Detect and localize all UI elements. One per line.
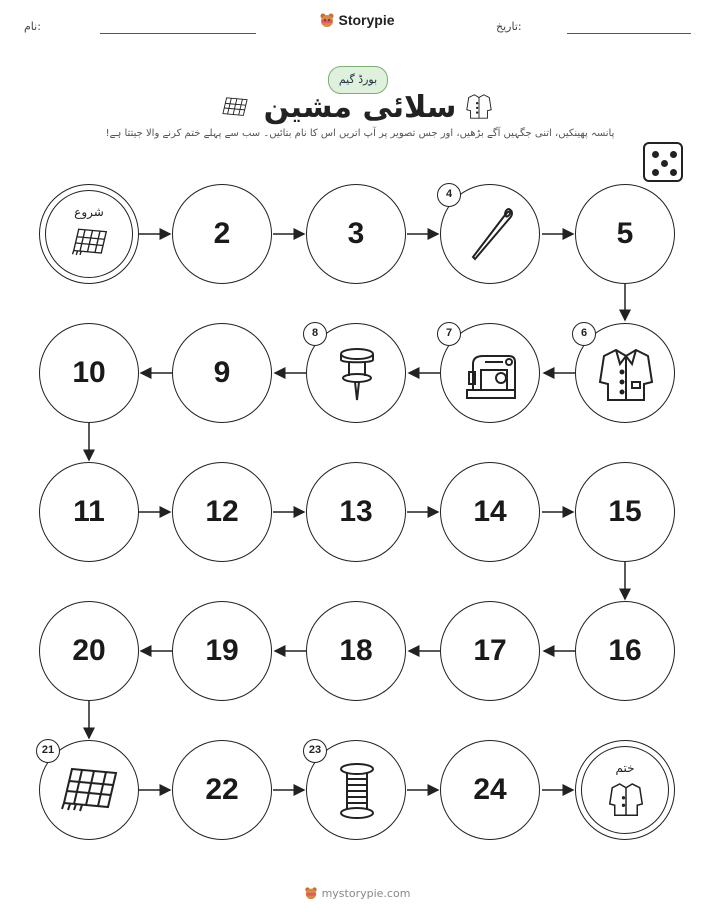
space-number: 10 <box>72 356 106 389</box>
space-number: 14 <box>473 495 507 528</box>
name-label: نام: <box>24 20 41 33</box>
board-space <box>39 462 139 562</box>
title-text: سلائی مشین <box>263 90 457 125</box>
fabric-icon <box>58 759 122 823</box>
board-space <box>172 462 272 562</box>
space-number: 18 <box>339 634 373 667</box>
board-space <box>172 323 272 423</box>
board-space <box>172 601 272 701</box>
space-number: 9 <box>213 356 231 389</box>
space-number: 16 <box>608 634 642 667</box>
board-space <box>306 462 406 562</box>
space-number: 20 <box>72 634 106 667</box>
space-number: 24 <box>473 773 507 806</box>
space-number-badge: 21 <box>36 739 60 763</box>
board-space-start <box>39 184 139 284</box>
space-number: 12 <box>205 495 239 528</box>
date-label: تاریخ: <box>496 20 522 33</box>
space-number: 5 <box>616 217 634 250</box>
board-space <box>575 323 675 423</box>
sewing-machine-icon <box>459 342 523 406</box>
spool-icon <box>325 759 389 823</box>
board-space <box>306 184 406 284</box>
thimble-pin-icon <box>325 342 389 406</box>
board-space <box>440 323 540 423</box>
footer-url[interactable]: mystorypie.com <box>321 887 411 900</box>
board-space <box>306 601 406 701</box>
space-number-badge: 4 <box>437 183 461 207</box>
space-number: 22 <box>205 773 239 806</box>
fabric-icon <box>70 223 110 263</box>
category-badge: بورڈ گیم <box>328 66 388 94</box>
space-number: 17 <box>473 634 507 667</box>
board-space <box>575 462 675 562</box>
space-number-badge: 7 <box>437 322 461 346</box>
needle-icon <box>459 203 523 267</box>
space-number-badge: 6 <box>572 322 596 346</box>
start-label: شروع <box>74 205 104 219</box>
board-space <box>39 323 139 423</box>
board-space <box>306 740 406 840</box>
finish-label: ختم <box>615 761 635 775</box>
space-number: 15 <box>608 495 642 528</box>
board-space <box>172 740 272 840</box>
board-space <box>440 601 540 701</box>
space-number: 3 <box>347 217 365 250</box>
board-space <box>39 740 139 840</box>
instructions: پانسہ پھینکیں، اتنی جگہیں آگے بڑھیں، اور جس تصویر پر آپ اتریں اس کا نام بتائیں۔ سب سے پہلے ختم کرنے والا جیتتا ہے! <box>105 128 615 139</box>
board-space <box>39 601 139 701</box>
brand-name: Storypie <box>338 12 395 28</box>
space-number: 13 <box>339 495 373 528</box>
footer <box>0 886 714 903</box>
space-number-badge: 8 <box>303 322 327 346</box>
board-space-finish <box>575 740 675 840</box>
board-space <box>440 462 540 562</box>
jacket-icon <box>606 779 646 819</box>
board-space <box>575 184 675 284</box>
jacket-icon <box>594 342 658 406</box>
space-number-badge: 23 <box>303 739 327 763</box>
space-number: 2 <box>213 217 231 250</box>
space-number: 11 <box>73 495 105 528</box>
board-space <box>172 184 272 284</box>
board-space <box>575 601 675 701</box>
board-space <box>440 184 540 284</box>
board-space <box>440 740 540 840</box>
board-space <box>306 323 406 423</box>
bear-icon <box>304 886 318 903</box>
space-number: 19 <box>205 634 239 667</box>
